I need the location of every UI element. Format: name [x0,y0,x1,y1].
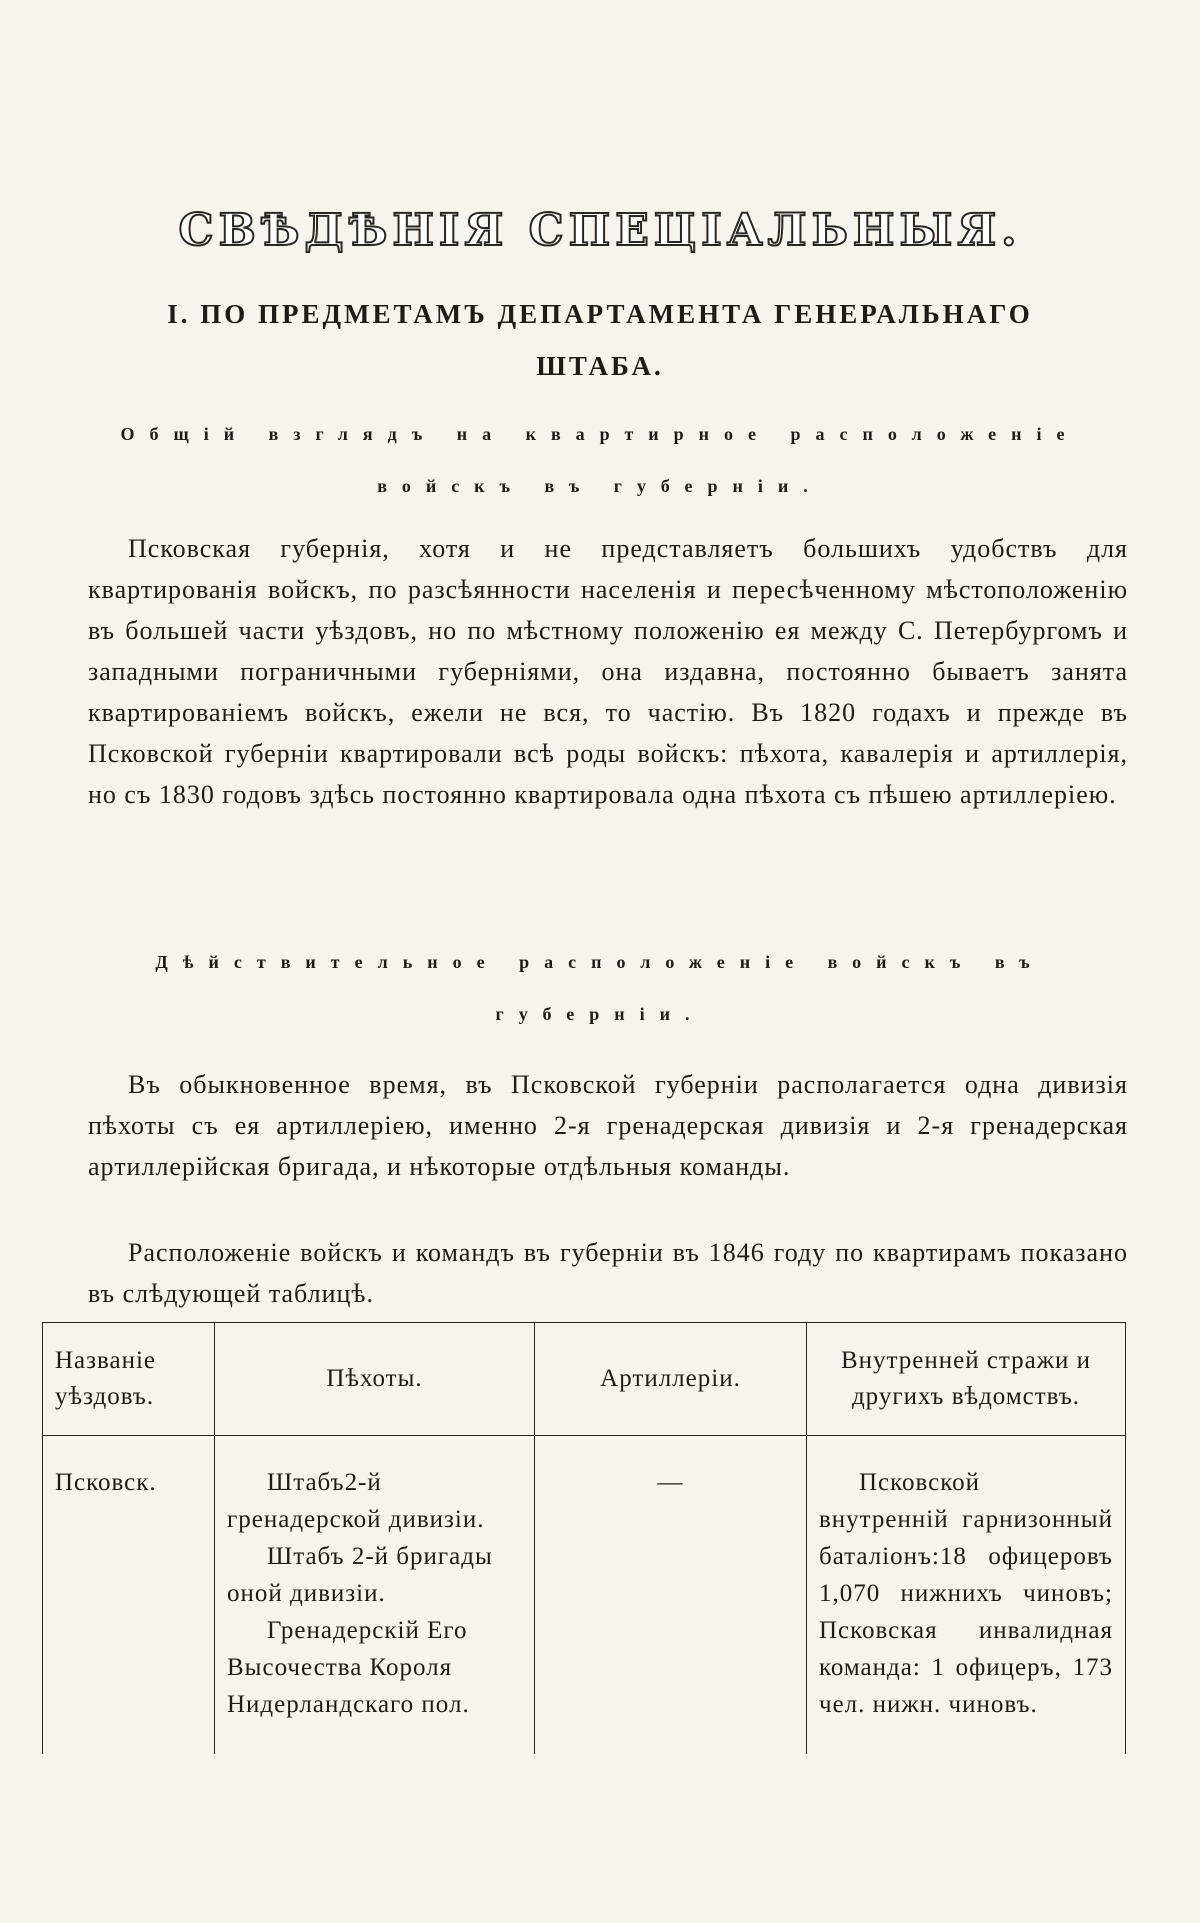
cell-artillery: — [535,1436,807,1755]
cell-internal: Псковской внутренній гарнизонный баталіонъ:18 офицеровъ 1,070 нижнихъ чиновъ; Псковская инвалидная команда: 1 офицеръ, 173 чел. нижн. чиновъ. [807,1436,1126,1755]
section2-paragraph2: Расположеніе войскъ и командъ въ губерніи въ 1846 году по квартирамъ показано въ слѣдующей таблицѣ. [88,1238,1128,1308]
deployment-table [42,1322,1126,1754]
section2-heading [80,936,1120,1040]
cell-infantry [215,1436,535,1755]
section1-heading-line2: войскъ въ губерніи. [377,476,823,496]
section2-paragraph1: Въ обыкновенное время, въ Псковской губерніи располагается одна дивизія пѣхоты съ ея артиллеріею, именно 2-я гренадерская дивизія и 2-я гренадерская артиллерійская бригада, и нѣкоторые отдѣльныя команды. [88,1070,1128,1181]
header-infantry: Пѣхоты. [215,1323,535,1436]
header-internal: Внутренней стражи и другихъ вѣдомствъ. [807,1323,1126,1436]
section1-heading-line1: Общій взглядъ на квартирное расположеніе [120,424,1080,444]
department-title-line2: ШТАБА. [536,351,664,381]
department-title [70,288,1130,392]
section2-heading-line1: Дѣйствительное расположеніе войскъ въ [155,952,1045,972]
header-district: Названіе уѣздовъ. [43,1323,215,1436]
section1-heading [80,408,1120,512]
department-title-line1: I. ПО ПРЕДМЕТАМЪ ДЕПАРТАМЕНТА ГЕНЕРАЛЬНАГО [167,299,1033,329]
infantry-entry: Штабъ 2-й бригады оной дивизіи. [227,1543,493,1607]
cell-district: Псковск. [43,1436,215,1755]
table-row [43,1436,1126,1755]
infantry-entry: Гренадерскій Его Высочества Короля Нидерландскаго пол. [227,1617,470,1718]
section1-paragraph: Псковская губернія, хотя и не представляетъ большихъ удобствъ для квартированія войскъ, по разсѣянности населенія и пересѣченному мѣстоположенію въ большей части уѣздовъ, но по мѣстному положенію ея между С. Петербургомъ и западными пограничными губерніями, она издавна, постоянно бываетъ занята квартированіемъ войскъ, ежели не вся, то частію. Въ 1820 годахъ и прежде въ Псковской губерніи квартировали всѣ роды войскъ: пѣхота, кавалерія и артиллерія, но съ 1830 годовъ здѣсь постоянно квартировала одна пѣхота съ пѣшею артиллеріею. [88,534,1128,809]
main-title: СВѢДѢНІЯ СПЕЦІАЛЬНЫЯ. [178,205,1022,256]
section2-heading-line2: губерніи. [495,1004,705,1024]
table-header-row [43,1323,1126,1436]
header-artillery: Артиллеріи. [535,1323,807,1436]
infantry-entry: Штабъ2-й гренадерской дивизіи. [227,1469,485,1533]
